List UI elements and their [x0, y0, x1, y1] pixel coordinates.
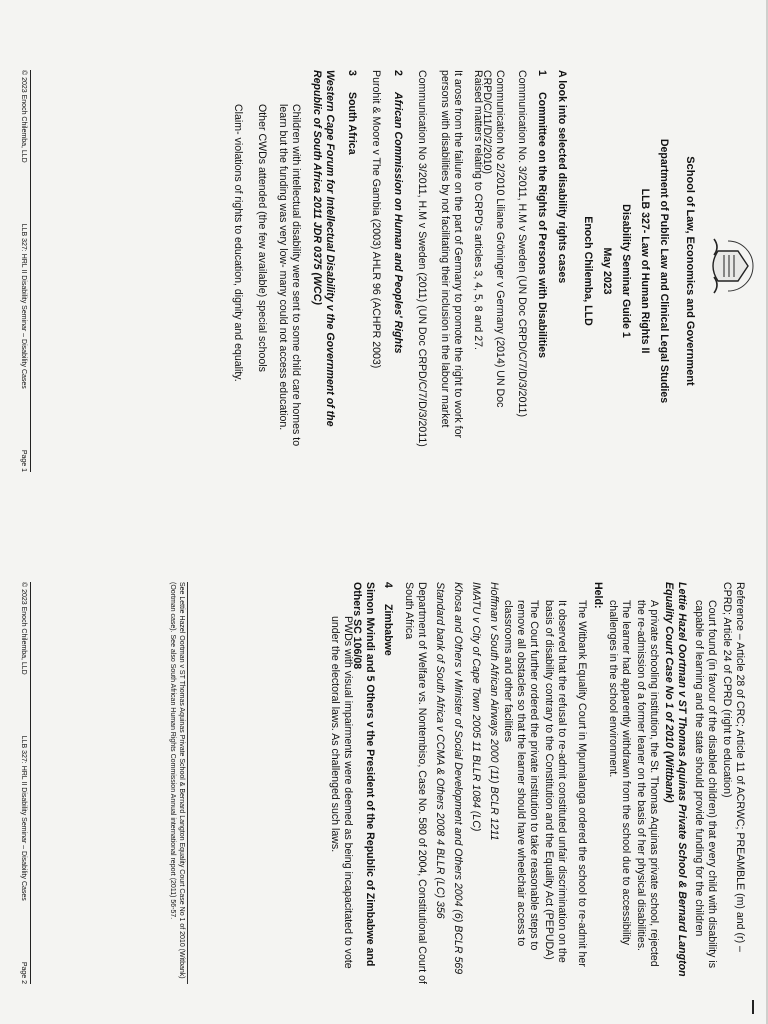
- held-point: The Court further ordered the private institution to take reasonable steps to remove all obstacles so that the learner should have wheelchair access to classrooms and other facilities: [502, 600, 540, 951]
- zim-point: PWDs with visual impairments were deemed as being incapacitated to vote under the electoral laws. As challenged such laws.: [329, 616, 354, 969]
- sa-point: Children with intellectual disability were sent to some child care homes to learn but the funding was very low- many could not access education.: [277, 104, 302, 447]
- held-point: The Witbank Equality Court in Mpumalanga ordered the school to re-admit her: [576, 600, 588, 967]
- section-heading-1: 1Committee on the Rights of Persons with Disabilities: [536, 70, 548, 359]
- sa-point: Claim- violations of rights to education, dignity and equality.: [232, 104, 244, 382]
- court-finding: Court found (in favour of the disabled children) that every child with disability is capable of learning and the state should provide funding for the children: [693, 600, 718, 969]
- footer-page-number: Page 2: [20, 961, 27, 984]
- page-2: [0, 512, 768, 1024]
- sa-case-title: Western Cape Forum for Intellectual Disability v the Government of the Republic of South Africa 2011 JDR 0375 (WCC): [311, 70, 336, 427]
- case-citation: Khosa and Others v Minister of Social Development and Others 2004 (6) BCLR 569: [452, 582, 464, 975]
- guide-date: May 2023: [601, 247, 613, 295]
- page-footer: [20, 70, 31, 472]
- section-heading-3: 3South Africa: [346, 70, 358, 155]
- lettie-case-title: Lettie Hazel Oortman v ST Thomas Aquinas Private School & Bernard Langton Equality Court Case No 1 of 2010 (Wittbank): [663, 582, 688, 977]
- footer-page-number: Page 1: [20, 449, 27, 472]
- achpr-case: Purohit & Moore v The Gambia (2003) AHLR 96 (ACHPR 2003): [370, 70, 382, 369]
- sa-point: Other CWDs attended (the few available) special schools: [256, 104, 268, 372]
- course-title: LLB 327- Law of Human Rights II: [639, 188, 651, 354]
- page-footer: [20, 582, 31, 984]
- reference-line: Reference – Article 28 of CRC; Article 11 of ACRWC; PREAMBLE (m) and (r) – CPRD; Article 24 of CPRD (right to education): [721, 582, 746, 952]
- crpd-line: Communication No 2/2010 Liliane Gröninger v Germany (2014) UN Doc CRPD/C/11/D/2/2010): [481, 70, 506, 408]
- footer-course: LLB 327: HRL II Disability Seminar – Disability Cases: [20, 223, 27, 389]
- lettie-facts: The learner had apparently withdrawn from the school due to accessibility challenges in the school environment.: [607, 600, 632, 946]
- section-heading-4: 4Zimbabwe: [382, 582, 394, 656]
- crpd-line: Communication No. 3/2011, H.M v Sweden (UN Doc CRPD/C/7/D/3/2011): [516, 70, 528, 417]
- held-label: Held:: [592, 582, 604, 609]
- held-point: It observed that the refusal to re-admit constituted unfair discrimination on the basis of disability contrary to the Constitution and the Equality Act (PEPUDA): [543, 600, 568, 963]
- university-seal-logo: [704, 235, 758, 297]
- footer-course: LLB 327: HRL II Disability Seminar – Disability Cases: [20, 735, 27, 901]
- footer-copyright: © 2023 Enoch Chilemba, LLD: [20, 582, 27, 675]
- guide-title: Disability Seminar Guide 1: [620, 204, 632, 338]
- crpd-line: It arose from the failure on the part of Germany to promote the right to work for persons with disabilities by not facilitating their inclusion in the labour market: [439, 70, 464, 439]
- guide-author: Enoch Chilemba, LLD: [582, 216, 594, 326]
- footer-copyright: © 2023 Enoch Chilemba, LLD: [20, 70, 27, 163]
- department-name: Department of Public Law and Clinical Legal Studies: [658, 138, 670, 404]
- crpd-line: Communication No 3/2011, H.M v Sweden (2011) (UN Doc CRPD/C/7/D/3/2011): [416, 70, 428, 447]
- footnote: See Lettie Hazel Oortman v ST Thomas Aquinas Private School & Bernard Langton Equality Court Case No 1 of 2010 (Witbank) (Oortman case). See also South African Human Rights Commission Annual international report (2011) 56-57.: [168, 582, 188, 984]
- crpd-line: Raised matters relating to CRPD's articles 3, 4, 5, 8 and 27.: [472, 70, 484, 350]
- case-citation: IMATU v City of Cape Town 2005 11 BLLR 1084 (LC): [470, 582, 482, 832]
- case-citation: Hoffman v South African Airways 2000 (11) BCLR 1211: [488, 582, 500, 841]
- lettie-facts: A private schooling institution, the St. Thomas Aquinas private school, rejected the re-admission of a former leaner on the basis of her physical disabilities.: [635, 600, 660, 967]
- section-heading-2: 2African Commission on Human and Peoples' Rights: [392, 70, 404, 354]
- zim-case-title: Simon Mvindi and 5 Others v the President of the Republic of Zimbabwe and Others SC 106/08: [351, 582, 376, 967]
- intro-heading: A look into selected disability rights cases: [556, 70, 568, 284]
- case-citation: Standard bank of South Africa v CCMA & Others 2008 4 BLLR (LC) 356: [434, 582, 446, 919]
- case-citation: Department of Welfare vs. Nontembiso, Case No. 580 of 2004, Constitutional Court of South Africa: [403, 582, 428, 984]
- school-name: School of Law, Economics and Government: [684, 156, 696, 386]
